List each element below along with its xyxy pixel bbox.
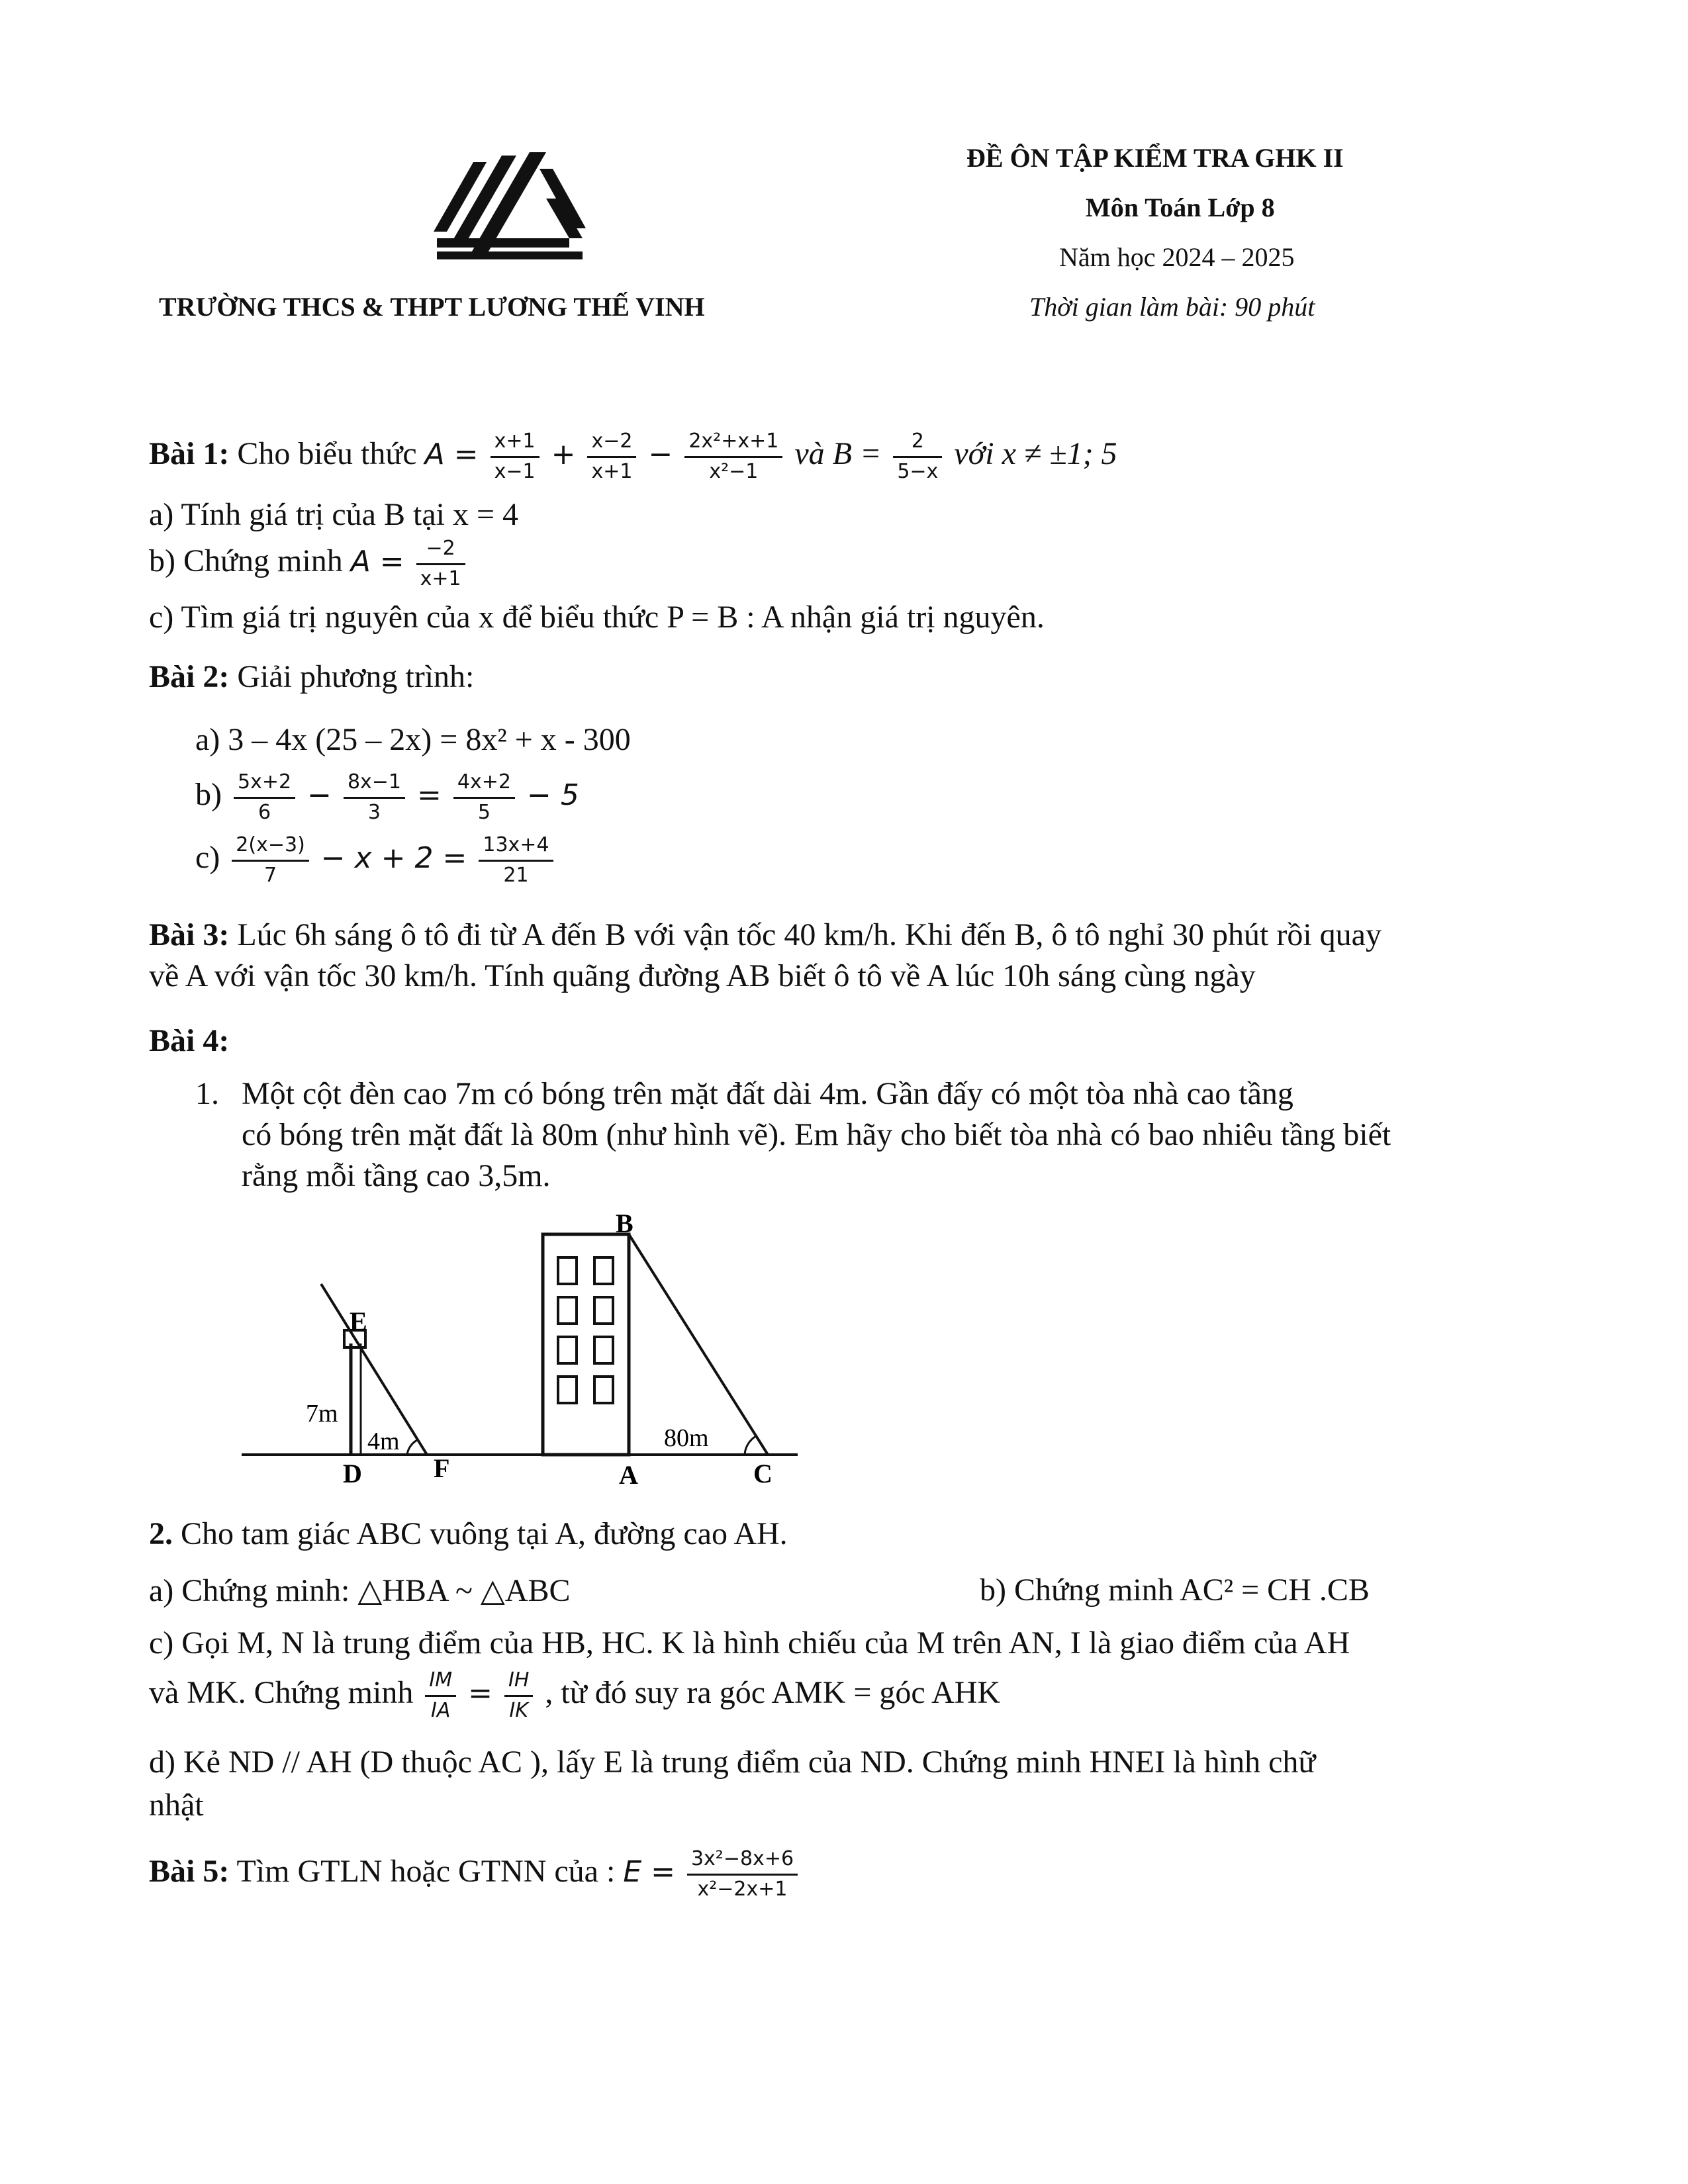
bai1-condition: với x ≠ ±1; 5 — [954, 436, 1117, 472]
bai5-var: E = — [623, 1855, 675, 1889]
bai2-intro: Giải phương trình: — [237, 659, 475, 694]
label-e: E — [350, 1306, 367, 1336]
exam-title: ĐỀ ÔN TẬP KIỂM TRA GHK II — [966, 143, 1344, 173]
bai4-p1-line-1: Một cột đèn cao 7m có bóng trên mặt đất dài 4m. Gần đấy có một tòa nhà cao tầng — [242, 1076, 1293, 1111]
bai3-line-2: về A với vận tốc 30 km/h. Tính quãng đường AB biết ô tô về A lúc 10h sáng cùng ngày — [149, 958, 1256, 993]
fraction-denominator: 5 — [477, 800, 491, 824]
bai5-statement — [149, 1848, 802, 1901]
building — [543, 1234, 629, 1455]
fraction-numerator: IH — [504, 1669, 533, 1697]
fraction-numerator: 4x+2 — [453, 771, 515, 799]
label-7m: 7m — [306, 1400, 338, 1428]
fraction-numerator: 2 — [893, 430, 942, 458]
fraction-numerator: 8x−1 — [344, 771, 405, 799]
bai2-a-equation: 3 – 4x (25 – 2x) = 8x² + x - 300 — [228, 722, 631, 757]
bai1-part-b-var: A = — [350, 545, 404, 579]
window — [594, 1257, 613, 1284]
bai4-p2-d-line-2: nhật — [149, 1788, 204, 1823]
window — [594, 1297, 613, 1324]
plus-sign: + — [551, 437, 576, 472]
sun-ray-building — [629, 1234, 768, 1455]
equals-sign: = — [468, 1676, 492, 1711]
school-name: TRƯỜNG THCS & THPT LƯƠNG THẾ VINH — [159, 292, 705, 322]
bai4-p2-b: b) Chứng minh AC² = CH .CB — [980, 1572, 1370, 1608]
fraction-denominator: IA — [431, 1698, 451, 1722]
window — [558, 1257, 577, 1284]
bai4-p2-c-fraction-1 — [425, 1669, 456, 1722]
bai2-c-label: c) — [195, 840, 220, 876]
subject: Môn Toán Lớp 8 — [1086, 193, 1275, 222]
fraction-numerator: x−2 — [587, 430, 636, 458]
fraction-numerator: 3x²−8x+6 — [687, 1848, 798, 1876]
label-d: D — [343, 1459, 362, 1488]
minus-sign: − — [307, 778, 332, 813]
bai4-p2-c-suffix: , từ đó suy ra góc AMK = góc AHK — [545, 1675, 1001, 1711]
fraction-denominator: 21 — [503, 863, 529, 887]
fraction-denominator: 3 — [367, 800, 381, 824]
label-f: F — [434, 1453, 450, 1483]
bai1-part-a: a) Tính giá trị của B tại x = 4 — [149, 497, 519, 532]
window — [558, 1337, 577, 1363]
label-80m: 80m — [664, 1424, 709, 1452]
label-a: A — [619, 1460, 638, 1490]
bai1-part-c: c) Tìm giá trị nguyên của x để biểu thức P = B : A nhận giá trị nguyên. — [149, 600, 1045, 635]
bai1-a-var: A = — [424, 437, 479, 472]
bai4-p2-c-fraction-2 — [504, 1669, 533, 1722]
bai4-p1-number: 1. — [195, 1076, 219, 1111]
bai5-label: Bài 5: — [149, 1854, 230, 1889]
fraction-denominator: x+1 — [420, 567, 461, 590]
fraction-denominator: x²−2x+1 — [697, 1877, 788, 1901]
fraction-denominator: 6 — [258, 800, 271, 824]
school-year: Năm học 2024 – 2025 — [1059, 242, 1295, 272]
bai4-p2-c-prefix: và MK. Chứng minh — [149, 1675, 414, 1711]
bai3-text-1: Lúc 6h sáng ô tô đi từ A đến B với vận tốc 40 km/h. Khi đến B, ô tô nghỉ 30 phút rồi quay — [237, 917, 1382, 952]
equals-sign: = — [417, 778, 442, 813]
bai4-label: Bài 4: — [149, 1023, 230, 1058]
bai4-p1-line-3: rằng mỗi tầng cao 3,5m. — [242, 1158, 551, 1193]
bai5-intro: Tìm GTLN hoặc GTNN của : — [236, 1854, 616, 1889]
bai1-part-b-prefix: b) Chứng minh — [149, 543, 343, 579]
bai4-p2-number: 2. — [149, 1516, 173, 1551]
bai2-c-middle: − x + 2 = — [320, 841, 467, 876]
fraction-numerator: −2 — [416, 537, 465, 565]
fraction-denominator: x²−1 — [709, 459, 759, 483]
bai5-fraction — [687, 1848, 798, 1901]
fraction-denominator: x−1 — [494, 459, 536, 483]
fraction-denominator: 7 — [263, 863, 277, 887]
fraction-denominator: 5−x — [897, 459, 939, 483]
label-c: C — [753, 1459, 773, 1488]
fraction-numerator: x+1 — [491, 430, 539, 458]
fraction-denominator: x+1 — [591, 459, 633, 483]
angle-f-mark — [407, 1439, 418, 1455]
bai2-a-label: a) — [195, 722, 220, 757]
bai1-intro: Cho biểu thức — [237, 436, 417, 472]
window — [594, 1377, 613, 1403]
label-b: B — [616, 1208, 633, 1238]
bai4-p2-c-line-1: c) Gọi M, N là trung điểm của HB, HC. K là hình chiếu của M trên AN, I là giao điểm của AH — [149, 1625, 1350, 1661]
bai3-label: Bài 3: — [149, 917, 230, 952]
window — [558, 1377, 577, 1403]
bai1-and-b: và B = — [794, 436, 882, 472]
bai4-p1-line-2: có bóng trên mặt đất là 80m (như hình vẽ). Em hãy cho biết tòa nhà có bao nhiêu tầng biết — [242, 1117, 1391, 1152]
bai2-b-label: b) — [195, 777, 222, 813]
bai4-p2-a: a) Chứng minh: △HBA ~ △ABC — [149, 1573, 571, 1608]
window — [558, 1297, 577, 1324]
fraction-numerator: 5x+2 — [234, 771, 295, 799]
fraction-denominator: IK — [509, 1698, 528, 1722]
fraction-numerator: IM — [425, 1669, 456, 1697]
bai4-p2-intro: Cho tam giác ABC vuông tại A, đường cao AH. — [181, 1516, 788, 1551]
bai4-p2-d-line-1: d) Kẻ ND // AH (D thuộc AC ), lấy E là trung điểm của ND. Chứng minh HNEI là hình chữ — [149, 1745, 1316, 1780]
bai2-label: Bài 2: — [149, 659, 230, 694]
fraction-numerator: 2x²+x+1 — [684, 430, 782, 458]
fraction-numerator: 2(x−3) — [232, 834, 308, 862]
bai4-p2-heading — [149, 1516, 788, 1552]
minus-sign: − — [648, 437, 673, 472]
duration: Thời gian làm bài: 90 phút — [1029, 292, 1315, 322]
bai2-b-tail: − 5 — [526, 778, 579, 813]
fraction-numerator: 13x+4 — [479, 834, 553, 862]
bai4-p2-c-line-2 — [149, 1669, 1000, 1722]
window — [594, 1337, 613, 1363]
bai1-label: Bài 1: — [149, 436, 230, 472]
angle-c-mark — [745, 1436, 756, 1455]
label-4m: 4m — [367, 1428, 400, 1455]
